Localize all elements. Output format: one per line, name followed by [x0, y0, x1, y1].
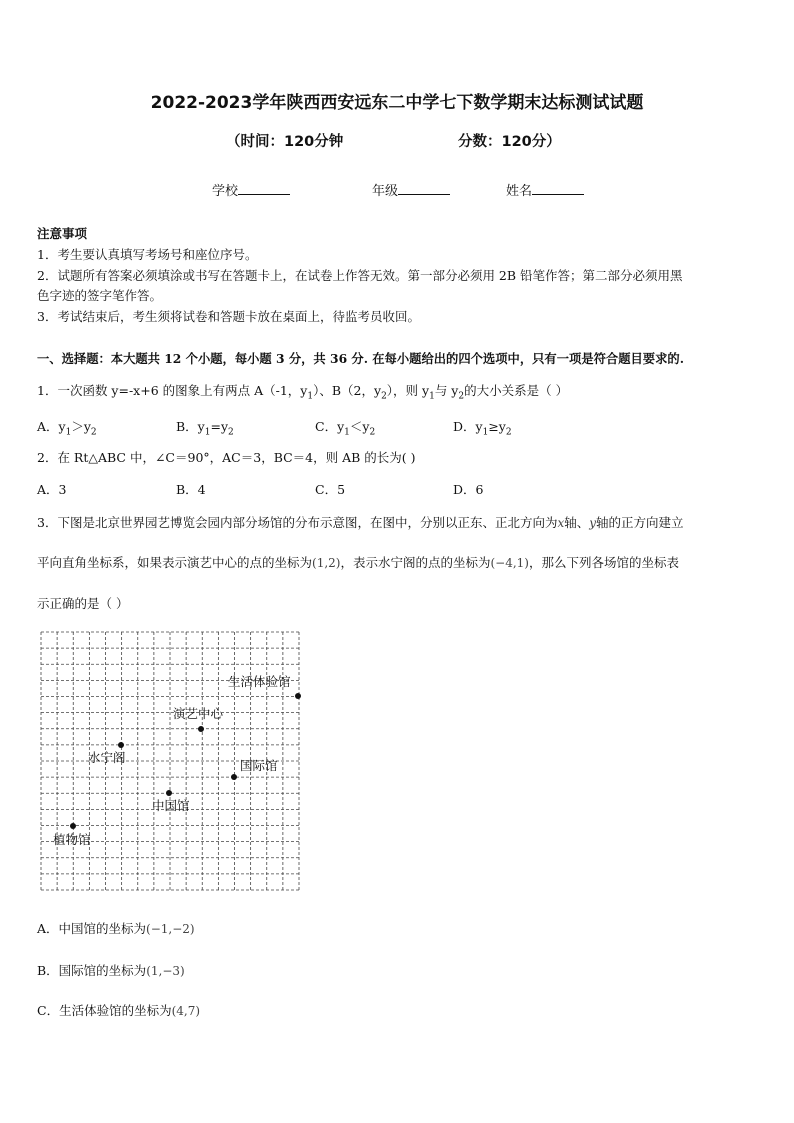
question-3-line-3: 示正确的是（ ） [37, 596, 129, 611]
q1-option-c[interactable]: C．$y_1<y_2$ [315, 419, 376, 438]
notice-item: 3．考试结束后，考生须将试卷和答题卡放在桌面上，待监考员收回。 [37, 309, 420, 324]
question-2-stem: 2．在 Rt△ABC 中，∠C＝90°，AC＝3，BC＝4，则 AB 的长为( ) [37, 450, 416, 465]
exam-time: （时间：120分钟 [226, 134, 344, 150]
q1-option-d[interactable]: D．$y_1\ge y_2$ [453, 419, 512, 438]
q2-option-d[interactable]: D．6 [453, 482, 484, 497]
point-intl-hall [231, 774, 237, 780]
name-field[interactable] [506, 180, 584, 199]
notice-item: 色字迹的签字笔作答。 [37, 288, 163, 303]
point-plant-hall [70, 823, 76, 829]
name-label: 姓名 [506, 184, 533, 199]
q1-option-b[interactable]: B．$y_1=y_2$ [176, 419, 234, 438]
point-china-hall [166, 790, 172, 796]
grade-label: 年级 [372, 184, 399, 199]
school-label: 学校 [212, 184, 239, 199]
question-3-line-2: 平向直角坐标系，如果表示演艺中心的点的坐标为(1,2)，表示水宁阁的点的坐标为(−4,1)，那么下列各场馆的坐标表 [37, 555, 680, 570]
label-perform-center: 演艺中心 [173, 706, 224, 721]
q3-option-c[interactable]: C．生活体验馆的坐标为(4,7) [37, 1003, 201, 1018]
school-field[interactable] [212, 180, 290, 199]
q3-option-b[interactable]: B．国际馆的坐标为(1,−3) [37, 963, 185, 978]
page-title: 2022-2023学年陕西西安远东二中学七下数学期末达标测试试题 [150, 93, 644, 113]
label-china-hall: 中国馆 [152, 798, 190, 813]
point-life-hall [295, 693, 301, 699]
q2-option-b[interactable]: B．4 [176, 482, 206, 497]
grade-field[interactable] [372, 180, 450, 199]
venue-map-grid [40, 631, 302, 893]
exam-score: 分数：120分） [458, 134, 561, 150]
q3-option-a[interactable]: A．中国馆的坐标为(−1,−2) [37, 921, 195, 936]
point-perform-center [198, 726, 204, 732]
label-plant-hall: 植物馆 [53, 832, 91, 847]
label-intl-hall: 国际馆 [240, 758, 278, 773]
q2-option-a[interactable]: A．3 [37, 482, 67, 497]
question-3-line-1: 3．下图是北京世界园艺博览会园内部分场馆的分布示意图，在图中，分别以正东、正北方向为x轴、y轴的正方向建立 [37, 515, 684, 530]
q1-option-a[interactable]: A．$y_1>y_2$ [37, 419, 97, 438]
point-water-pavilion [118, 742, 124, 748]
notice-item: 1．考生要认真填写考场号和座位序号。 [37, 247, 258, 262]
notice-heading: 注意事项 [37, 226, 88, 241]
notice-item: 2．试题所有答案必须填涂或书写在答题卡上，在试卷上作答无效。第一部分必须用 2B 铅笔作答；第二部分必须用黑 [37, 268, 683, 283]
q2-option-c[interactable]: C．5 [315, 482, 346, 497]
label-water-pavilion: 水宁阁 [88, 750, 126, 765]
question-1-stem: 1．一次函数 y=-x+6 的图象上有两点 A（-1，$y_1$）、B（2，$y_2$），则 $y_1$与 $y_2$的大小关系是（ ） [37, 383, 569, 402]
section-heading: 一、选择题：本大题共 12 个小题，每小题 3 分，共 36 分. 在每小题给出的四个选项中，只有一项是符合题目要求的. [37, 351, 684, 366]
label-life-hall: 生活体验馆 [228, 674, 291, 689]
